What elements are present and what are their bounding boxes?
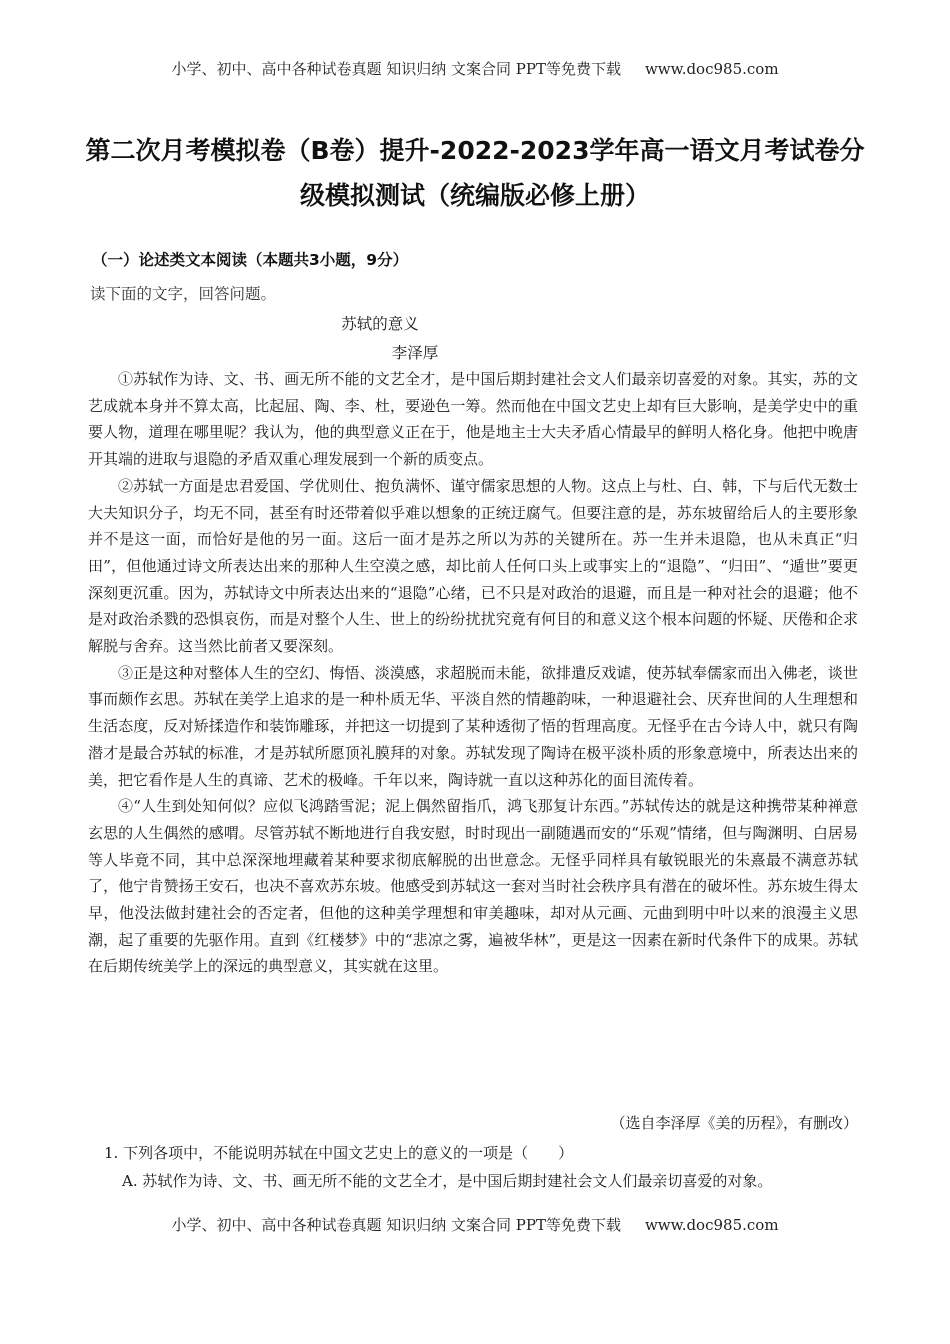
header-url-link[interactable]: www.doc985.com — [644, 60, 779, 78]
footer-text: 小学、初中、高中各种试卷真题 知识归纳 文案合同 PPT等免费下载 — [171, 1216, 621, 1234]
article-paragraph-1: ①苏轼作为诗、文、书、画无所不能的文艺全才，是中国后期封建社会文人们最亲切喜爱的对象。其实，苏的文艺成就本身并不算太高，比起屈、陶、李、杜，要逊色一筹。然而他在中国文艺史上却有巨大影响，是美学史中的重要人物，道理在哪里呢？我认为，他的典型意义正在于，他是地主士大夫矛盾心情最早的鲜明人格化身。他把中晚唐开其端的进取与退隐的矛盾双重心理发展到一个新的质变点。 — [88, 370, 858, 469]
page-footer — [0, 1214, 950, 1235]
article-paragraph-3: ③正是这种对整体人生的空幻、悔悟、淡漠感，求超脱而未能，欲排遣反戏谑，使苏轼奉儒家而出入佛老，谈世事而颇作玄思。苏轼在美学上追求的是一种朴质无华、平淡自然的情趣韵味，一种退避社会、厌弃世间的人生理想和生活态度，反对矫揉造作和装饰雕琢，并把这一切提到了某种透彻了悟的哲理高度。无怪乎在古今诗人中，就只有陶潜才是最合苏轼的标准，才是苏轼所愿顶礼膜拜的对象。苏轼发现了陶诗在极平淡朴质的形象意境中，所表达出来的美，把它看作是人生的真谛、艺术的极峰。千年以来，陶诗就一直以这种苏化的面目流传着。 — [88, 663, 858, 789]
article-paragraph-4: ④“人生到处知何似？应似飞鸿踏雪泥；泥上偶然留指爪，鸿飞那复计东西。”苏轼传达的就是这种携带某种禅意玄思的人生偶然的感喟。尽管苏轼不断地进行自我安慰，时时现出一副随遇而安的“乐观”情绪，但与陶渊明、白居易等人毕竟不同，其中总深深地埋藏着某种要求彻底解脱的出世意念。无怪乎同样具有敏锐眼光的朱熹最不满意苏轼了，他宁肯赞扬王安石，也决不喜欢苏东坡。他感受到苏轼这一套对当时社会秩序具有潜在的破坏性。苏东坡生得太早，他没法做封建社会的否定者，但他的这种美学理想和审美趣味，却对从元画、元曲到明中叶以来的浪漫主义思潮，起了重要的先驱作用。直到《红楼梦》中的“悲凉之雾，遍被华林”，更是这一因素在新时代条件下的成果。苏轼在后期传统美学上的深远的典型意义，其实就在这里。 — [88, 797, 858, 976]
article-source: （选自李泽厚《美的历程》，有删改） — [610, 1114, 858, 1132]
section-instruction: 读下面的文字，回答问题。 — [90, 285, 277, 303]
section-heading: （一）论述类文本阅读（本题共3小题，9分） — [92, 251, 409, 269]
document-title-line-2: 级模拟测试（统编版必修上册） — [299, 181, 650, 210]
document-title — [70, 128, 880, 218]
article-body — [88, 366, 858, 980]
page-header — [0, 58, 950, 79]
article-paragraph-2: ②苏轼一方面是忠君爱国、学优则仕、抱负满怀、谨守儒家思想的人物。这点上与杜、白、韩，下与后代无数士大夫知识分子，均无不同，甚至有时还带着似乎难以想象的正统迂腐气。但要注意的是，苏东坡留给后人的主要形象并不是这一面，而恰好是他的另一面。这后一面才是苏之所以为苏的关键所在。苏一生并未退隐，也从未真正“归田”，但他通过诗文所表达出来的那种人生空漠之感，却比前人任何口头上或事实上的“退隐”、“归田”、“遁世”要更深刻更沉重。因为，苏轼诗文中所表达出来的“退隐”心绪，已不只是对政治的退避，而且是一种对社会的退避；他不是对政治杀戮的恐惧哀伤，而是对整个人生、世上的纷纷扰扰究竟有何目的和意义这个根本问题的怀疑、厌倦和企求解脱与舍弃。这当然比前者又要深刻。 — [88, 476, 858, 656]
article-title: 苏轼的意义 — [341, 315, 419, 333]
article-author: 李泽厚 — [391, 344, 439, 362]
footer-url-link[interactable]: www.doc985.com — [644, 1216, 779, 1234]
question-1-option-a: A. 苏轼作为诗、文、书、画无所不能的文艺全才，是中国后期封建社会文人们最亲切喜爱的对象。 — [122, 1172, 773, 1190]
question-1-stem: 1. 下列各项中，不能说明苏轼在中国文艺史上的意义的一项是（ ） — [104, 1144, 574, 1162]
header-text: 小学、初中、高中各种试卷真题 知识归纳 文案合同 PPT等免费下载 — [171, 60, 621, 78]
document-title-line-1: 第二次月考模拟卷（B卷）提升-2022-2023学年高一语文月考试卷分 — [85, 136, 865, 165]
